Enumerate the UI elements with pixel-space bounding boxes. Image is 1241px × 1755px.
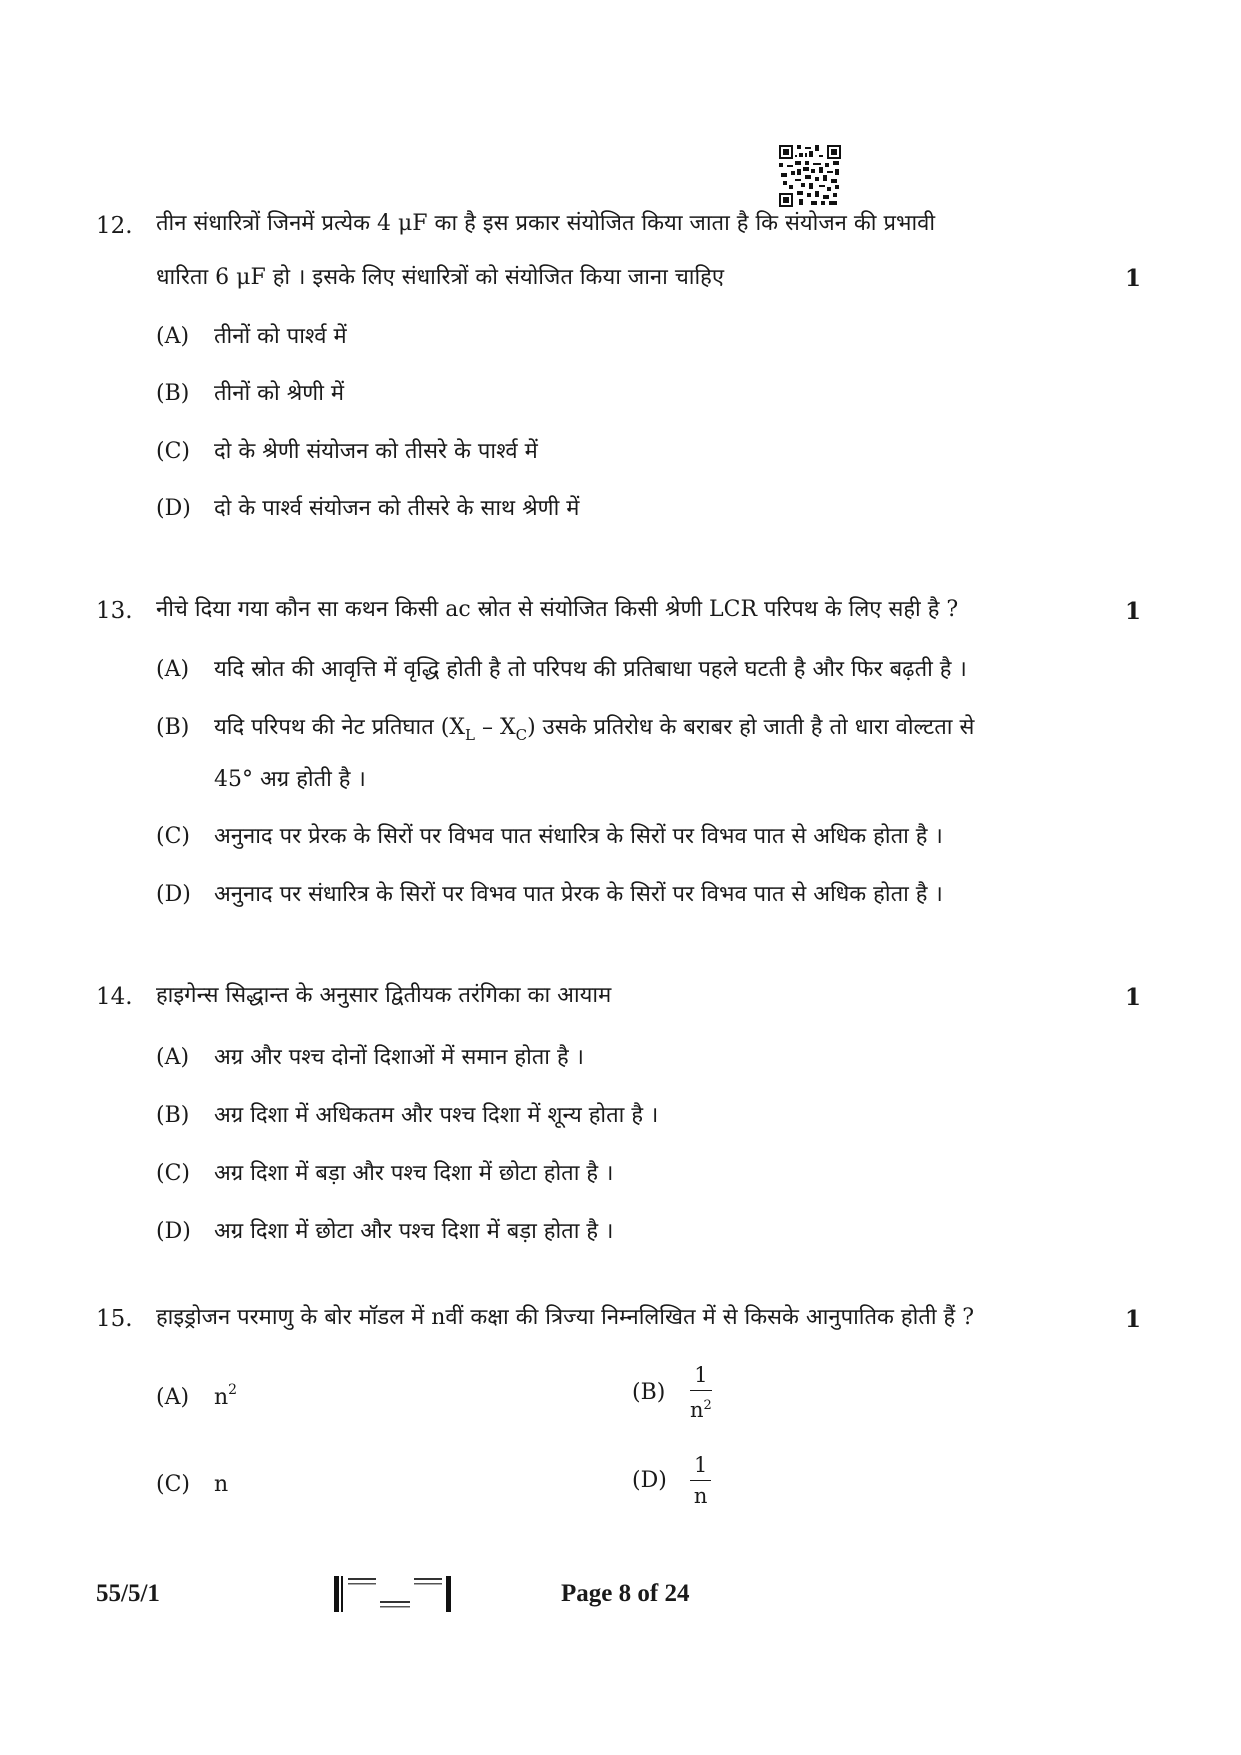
option-label: (C) <box>156 1161 190 1186</box>
qr-code <box>779 145 841 207</box>
question-14-option-a <box>156 1041 584 1071</box>
option-text: दो के पार्श्व संयोजन को तीसरे के साथ श्रेणी में <box>214 496 580 521</box>
denominator-base: n <box>690 1398 704 1422</box>
option-label: (D) <box>632 1468 667 1493</box>
question-12-option-b <box>156 377 344 407</box>
question-12-text-line2: धारिता 6 μF हो । इसके लिए संधारित्रों को संयोजित किया जाना चाहिए <box>156 265 725 290</box>
fraction <box>690 1452 711 1509</box>
question-12-option-d <box>156 492 579 522</box>
option-label: (D) <box>156 496 191 521</box>
option-label: (B) <box>156 381 190 406</box>
question-14-text-line1: हाइगेन्स सिद्धान्त के अनुसार द्वितीयक तरंगिका का आयाम <box>156 983 612 1008</box>
option-text-mid: – X <box>474 715 516 740</box>
question-13-text-line1: नीचे दिया गया कौन सा कथन किसी ac स्रोत से संयोजित किसी श्रेणी LCR परिपथ के लिए सही है ? <box>156 597 959 622</box>
question-14-marks: 1 <box>1125 984 1142 1011</box>
question-14-option-c <box>156 1157 613 1187</box>
fraction-denominator <box>690 1391 712 1423</box>
option-label: (B) <box>156 715 190 740</box>
option-label: (D) <box>156 1219 191 1244</box>
option-base: n <box>214 1385 229 1410</box>
option-label: (A) <box>156 324 190 349</box>
option-text: अग्र दिशा में छोटा और पश्च दिशा में बड़ा होता है । <box>214 1219 614 1244</box>
question-12-number: 12. <box>96 213 133 239</box>
option-label: (D) <box>156 882 191 907</box>
page-number: Page 8 of 24 <box>561 1580 690 1607</box>
option-label: (C) <box>156 1472 190 1497</box>
option-text: अग्र दिशा में बड़ा और पश्च दिशा में छोटा होता है । <box>214 1161 614 1186</box>
question-14-option-b <box>156 1099 658 1129</box>
option-label: (C) <box>156 824 190 849</box>
question-12-text-line1: तीन संधारित्रों जिनमें प्रत्येक 4 μF का है इस प्रकार संयोजित किया जाता है कि संयोजन की प्रभावी <box>156 211 936 236</box>
question-13-option-a <box>156 653 967 683</box>
option-text: अनुनाद पर संधारित्र के सिरों पर विभव पात प्रेरक के सिरों पर विभव पात से अधिक होता है । <box>214 882 943 907</box>
question-13-number: 13. <box>96 598 133 624</box>
question-15-number: 15. <box>96 1306 133 1332</box>
option-text: n <box>214 1472 229 1497</box>
option-text: अग्र और पश्च दोनों दिशाओं में समान होता है । <box>214 1045 585 1070</box>
question-13-option-c <box>156 820 943 850</box>
fraction-numerator: 1 <box>690 1362 712 1391</box>
option-text-post: ) उसके प्रतिरोध के बराबर हो जाती है तो धारा वोल्टता से <box>527 715 975 740</box>
option-text: दो के श्रेणी संयोजन को तीसरे के पार्श्व में <box>214 439 538 464</box>
option-label: (A) <box>156 1385 190 1410</box>
question-14-number: 14. <box>96 984 133 1010</box>
superscript: 2 <box>228 1382 238 1398</box>
option-label: (A) <box>156 1045 190 1070</box>
question-15-option-b <box>632 1362 712 1423</box>
fraction-denominator: n <box>693 1484 708 1508</box>
question-13-marks: 1 <box>1125 598 1142 625</box>
question-13-option-b <box>156 711 974 744</box>
option-label: (C) <box>156 439 190 464</box>
question-14-option-d <box>156 1215 613 1245</box>
question-13-option-d <box>156 878 943 908</box>
question-12-option-c <box>156 435 538 465</box>
question-12-option-a <box>156 320 347 350</box>
question-15-option-c <box>156 1472 228 1497</box>
subscript-l: L <box>465 726 475 744</box>
barcode-mark <box>334 1574 452 1614</box>
option-label: (B) <box>632 1380 666 1405</box>
option-text: यदि स्रोत की आवृत्ति में वृद्धि होती है तो परिपथ की प्रतिबाधा पहले घटती है और फिर बढ़ती है । <box>214 657 967 682</box>
option-text-pre: यदि परिपथ की नेट प्रतिघात (X <box>214 715 465 740</box>
subscript-c: C <box>515 726 528 744</box>
fraction <box>690 1362 712 1423</box>
question-15-option-d <box>632 1452 711 1509</box>
question-15-marks: 1 <box>1125 1306 1142 1333</box>
question-15-text-line1: हाइड्रोजन परमाणु के बोर मॉडल में nवीं कक्षा की त्रिज्या निम्नलिखित में से किसके आनुपातिक होती हैं ? <box>156 1305 975 1330</box>
paper-code: 55/5/1 <box>96 1580 160 1607</box>
fraction-numerator: 1 <box>690 1452 711 1481</box>
question-15-option-a <box>156 1382 237 1410</box>
question-13-option-b-line2: 45° अग्र होती है । <box>214 767 366 792</box>
option-label: (A) <box>156 657 190 682</box>
question-12-marks: 1 <box>1125 265 1142 292</box>
superscript: 2 <box>703 1398 712 1413</box>
option-text: तीनों को पार्श्व में <box>214 324 347 349</box>
option-text: अनुनाद पर प्रेरक के सिरों पर विभव पात संधारित्र के सिरों पर विभव पात से अधिक होता है । <box>214 824 943 849</box>
option-text: तीनों को श्रेणी में <box>214 381 345 406</box>
option-text: अग्र दिशा में अधिकतम और पश्च दिशा में शून्य होता है । <box>214 1103 659 1128</box>
option-label: (B) <box>156 1103 190 1128</box>
